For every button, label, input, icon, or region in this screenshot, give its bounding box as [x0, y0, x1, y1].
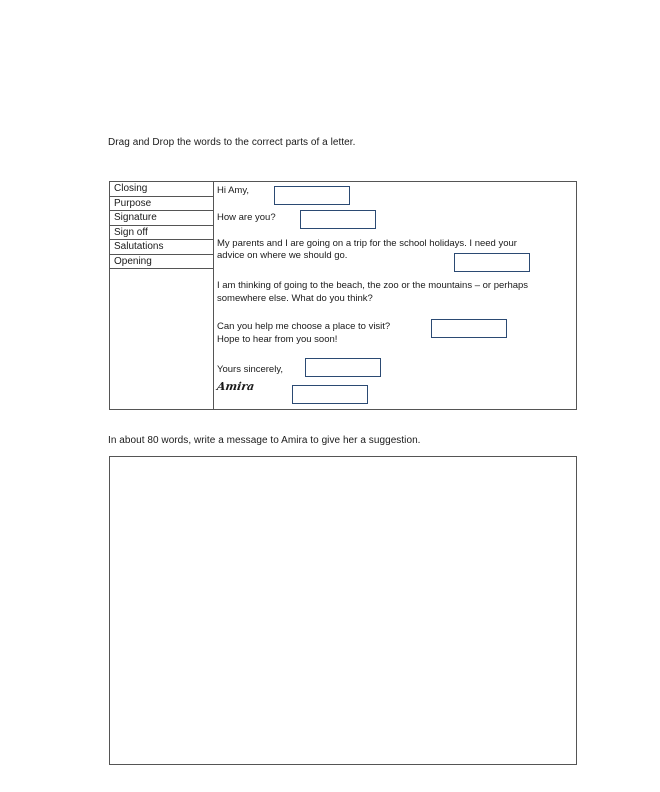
draggable-word-salutations[interactable]: Salutations: [110, 240, 213, 255]
draggable-word-sign-off[interactable]: Sign off: [110, 226, 213, 241]
draggable-word-opening[interactable]: Opening: [110, 255, 213, 270]
message-writing-area[interactable]: [109, 456, 577, 765]
letter-signature: Amira: [216, 380, 256, 393]
word-bank: [110, 182, 213, 269]
drop-target-sign-off[interactable]: [305, 358, 381, 377]
letter-activity-table: [109, 181, 577, 410]
drop-target-purpose[interactable]: [454, 253, 530, 272]
column-divider: [213, 182, 214, 409]
letter-body-line-2: somewhere else. What do you think?: [217, 293, 373, 304]
draggable-word-closing[interactable]: Closing: [110, 182, 213, 197]
letter-body-line-1: I am thinking of going to the beach, the zoo or the mountains – or perhaps: [217, 280, 529, 291]
drop-target-opening[interactable]: [300, 210, 376, 229]
letter-closing-line-2: Hope to hear from you soon!: [217, 334, 338, 345]
drop-target-signature[interactable]: [292, 385, 368, 404]
drag-drop-instruction: Drag and Drop the words to the correct parts of a letter.: [108, 137, 356, 148]
letter-greeting: Hi Amy,: [217, 185, 250, 196]
drop-target-greeting[interactable]: [274, 186, 350, 205]
write-message-instruction: In about 80 words, write a message to Amira to give her a suggestion.: [108, 435, 421, 446]
letter-purpose-line-1: My parents and I are going on a trip for the school holidays. I need your: [217, 238, 517, 249]
draggable-word-purpose[interactable]: Purpose: [110, 197, 213, 212]
letter-closing-line-1: Can you help me choose a place to visit?: [217, 321, 391, 332]
drop-target-closing[interactable]: [431, 319, 507, 338]
letter-opening-line: How are you?: [217, 212, 276, 223]
draggable-word-signature[interactable]: Signature: [110, 211, 213, 226]
letter-sign-off: Yours sincerely,: [217, 364, 284, 375]
letter-purpose-line-2: advice on where we should go.: [217, 250, 348, 261]
